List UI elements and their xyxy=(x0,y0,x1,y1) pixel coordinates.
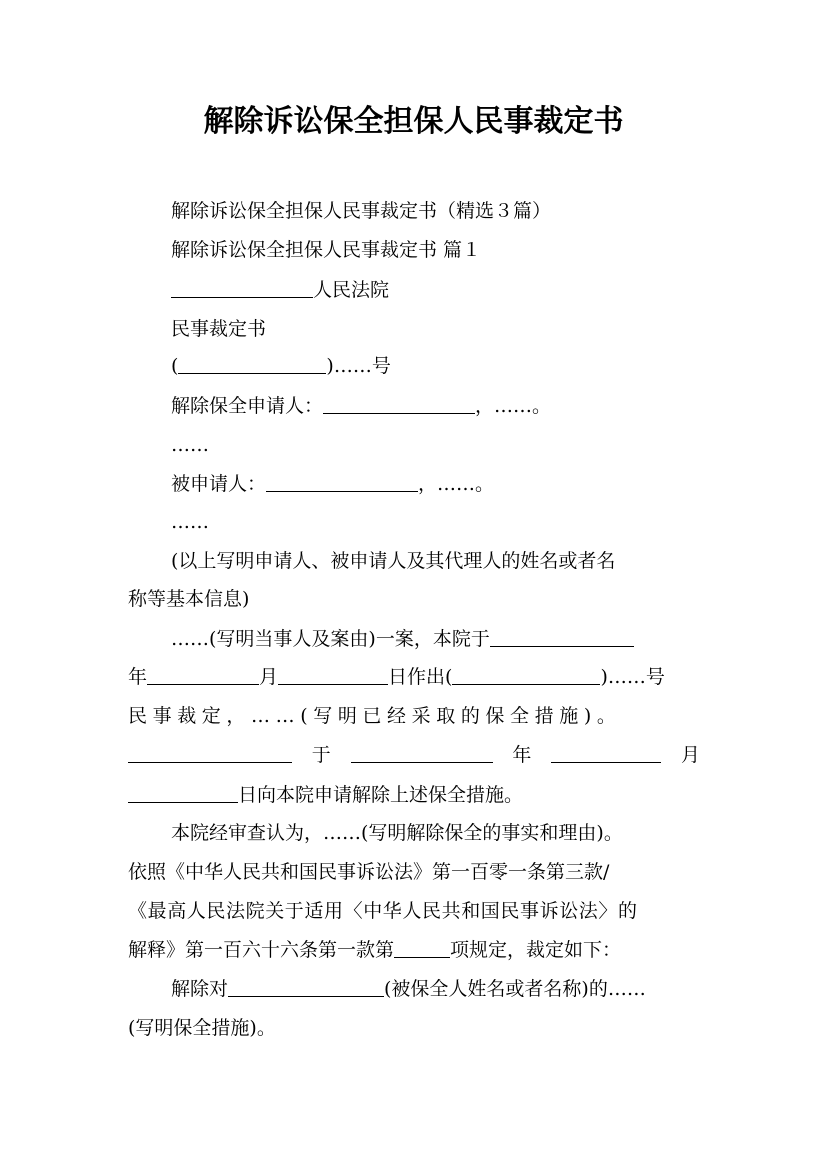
note-line-1: (以上写明申请人、被申请人及其代理人的姓名或者名 xyxy=(171,550,616,572)
year2-label: 年 xyxy=(512,744,532,766)
case-number-line xyxy=(171,353,391,379)
ruling-line-1a: 解除对 xyxy=(171,978,229,1000)
para2-line-4b: 项规定，裁定如下： xyxy=(450,939,622,961)
note-line-2: 称等基本信息) xyxy=(128,588,250,610)
ruling-line-1 xyxy=(171,976,646,1002)
applicant-blank xyxy=(323,393,475,414)
para1-line-4 xyxy=(128,742,700,768)
day-made-label: 日作出( xyxy=(388,666,453,688)
applicant-name-blank xyxy=(128,742,292,763)
item-blank xyxy=(394,937,450,958)
part-heading: 解除诉讼保全担保人民事裁定书 篇１ xyxy=(171,239,482,261)
subject-blank xyxy=(228,976,384,997)
respondent-label: 被申请人： xyxy=(171,473,267,495)
para1-line-5 xyxy=(128,782,523,808)
ellipsis-2: …… xyxy=(171,511,209,533)
court-name-blank xyxy=(171,277,313,298)
day2-blank xyxy=(128,782,238,803)
subtitle: 解除诉讼保全担保人民事裁定书（精选３篇） xyxy=(171,200,552,222)
court-line xyxy=(171,277,389,303)
respondent-blank xyxy=(266,471,418,492)
doc-type: 民事裁定书 xyxy=(171,318,267,340)
filing-date-blank xyxy=(490,626,634,647)
para1-line-5-text: 日向本院申请解除上述保全措施。 xyxy=(238,784,524,806)
applicant-tail: ，……。 xyxy=(475,395,552,417)
case-no-close: )……号 xyxy=(326,355,391,377)
ellipsis-1: …… xyxy=(171,434,209,456)
ruling-no-blank xyxy=(452,664,600,685)
respondent-tail: ，……。 xyxy=(418,473,495,495)
para2-line-3: 《最高人民法院关于适用〈中华人民共和国民事诉讼法〉的 xyxy=(128,900,638,922)
case-no-blank xyxy=(178,353,326,374)
para1-line-1 xyxy=(171,626,634,652)
year2-blank xyxy=(351,742,493,763)
para2-line-2: 依照《中华人民共和国民事诉讼法》第一百零一条第三款/ xyxy=(128,861,610,883)
applicant-label: 解除保全申请人： xyxy=(171,395,324,417)
year-label: 年 xyxy=(128,666,148,688)
month2-blank xyxy=(551,742,661,763)
yu-label: 于 xyxy=(311,744,331,766)
para2-line-1: 本院经审查认为，……(写明解除保全的事实和理由)。 xyxy=(171,822,623,844)
case-no-open: ( xyxy=(171,355,179,377)
document-title: 解除诉讼保全担保人民事裁定书 xyxy=(203,104,624,139)
month2-label: 月 xyxy=(680,744,700,766)
ruling-no-suffix: )……号 xyxy=(600,666,665,688)
applicant-line xyxy=(171,393,551,419)
para1-line-2 xyxy=(128,664,665,690)
para2-line-4 xyxy=(128,937,621,963)
para1-text: ……(写明当事人及案由)一案，本院于 xyxy=(171,628,490,650)
ruling-line-2: (写明保全措施)。 xyxy=(128,1017,276,1039)
court-suffix: 人民法院 xyxy=(313,279,390,301)
respondent-line xyxy=(171,471,494,497)
para2-line-4a: 解释》第一百六十六条第一款第 xyxy=(128,939,395,961)
para1-line-3: 民事裁定，……(写明已经采取的保全措施)。 xyxy=(128,705,622,727)
day-blank xyxy=(278,664,388,685)
ruling-line-1b: (被保全人姓名或者名称)的…… xyxy=(384,978,646,1000)
month-blank xyxy=(147,664,259,685)
month-label: 月 xyxy=(259,666,279,688)
